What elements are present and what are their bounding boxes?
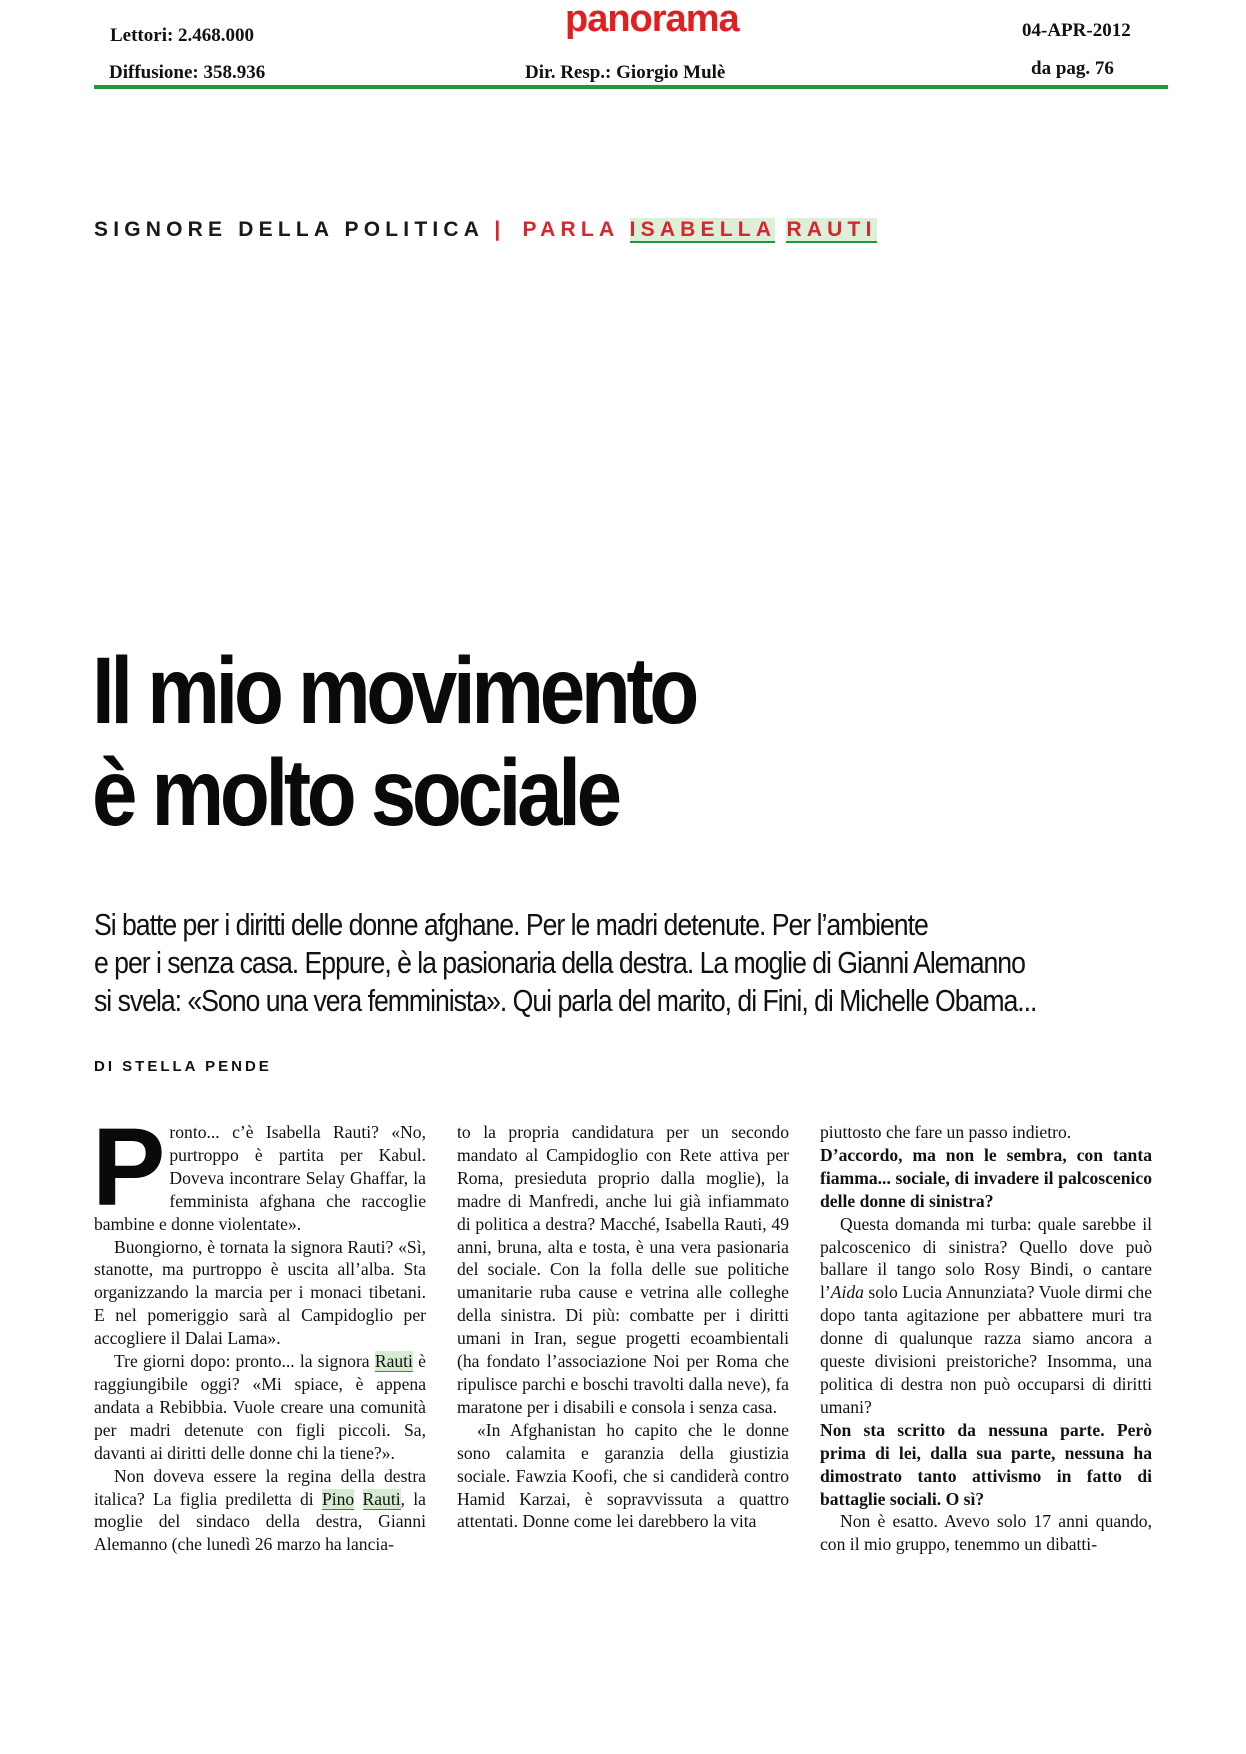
paragraph-text: Questa domanda mi turba: quale sarebbe il palcoscenico di sinistra? Quello dove può ballare il tango solo Rosy Bindi, o cantare l’ [820,1213,1152,1303]
page-reference: da pag. 76 [1031,58,1114,79]
body-column-1 [92,1106,426,1556]
paragraph-text: solo Lucia Annunziata? Vuole dirmi che dopo tanta agitazione per abbattere muri tra donne di qualunque razza siamo ancora a queste divisioni preistoriche? Insomma, una politica di destra non può occuparsi di diritti umani? [820,1282,1152,1417]
kicker-parla: PARLA [522,218,619,241]
paragraph [94,1465,426,1557]
italic-title: Aida [830,1282,864,1303]
highlighted-name: Rauti [362,1488,401,1509]
article-headline [92,640,695,844]
article-standfirst [94,906,1036,1020]
paragraph-text: , la moglie del sindaco della destra, Gianni Alemanno (che lunedì 26 marzo ha lancia- [94,1488,426,1555]
highlighted-name: Pino [321,1488,355,1509]
kicker-last-name: RAUTI [786,218,877,241]
kicker-separator: | [494,218,506,241]
issue-date: 04-APR-2012 [1022,20,1131,41]
standfirst-line-2: e per i senza casa. Eppure, è la pasionaria della destra. La moglie di Gianni Alemanno [94,945,1025,980]
article-byline: DI STELLA PENDE [94,1058,272,1075]
standfirst-line-3: si svela: «Sono una vera femminista». Qui parla del marito, di Fini, di Michelle Obama... [94,983,1037,1018]
circulation-count: Diffusione: 358.936 [109,62,266,83]
body-column-3 [820,1121,1152,1556]
drop-cap: P [92,1106,166,1229]
interview-question: Non sta scritto da nessuna parte. Però prima di lei, dalla sua parte, nessuna ha dimostrato tanto attivismo in fatto di battaglie sociali. O sì? [820,1419,1152,1509]
headline-line-2: è molto sociale [92,740,618,846]
director-credit: Dir. Resp.: Giorgio Mulè [525,62,726,83]
header-divider [94,85,1168,89]
kicker-first-name: ISABELLA [629,218,776,241]
section-kicker [94,217,877,243]
kicker-section: SIGNORE DELLA POLITICA [94,218,484,241]
standfirst-line-1: Si batte per i diritti delle donne afghane. Per le madri detenute. Per l’ambiente [94,907,928,942]
paragraph-text: Tre giorni dopo: pronto... la signora [114,1351,375,1372]
paragraph [92,1106,426,1236]
paragraph: Buongiorno, è tornata la signora Rauti? «Sì, stanotte, ma purtroppo è uscita all’alba. Sta organizzando la marcia per i monaci tibetani. E nel pomeriggio sarà al Campidoglio per accogliere il Dalai Lama». [94,1236,426,1349]
interview-question: D’accordo, ma non le sembra, con tanta fiamma... sociale, di invadere il palcoscenico delle donne di sinistra? [820,1144,1152,1211]
paragraph: piuttosto che fare un passo indietro. [820,1122,1072,1142]
headline-line-1: Il mio movimento [92,638,696,744]
paragraph-text: ronto... c’è Isabella Rauti? «No, purtroppo è partita per Kabul. Doveva incontrare Selay Ghaffar, la femminista afghana che raccoglie bambine e donne violentate». [94,1122,426,1234]
paragraph [820,1213,1152,1419]
highlighted-name: Rauti [374,1351,413,1372]
paragraph-text: Non doveva essere la regina della destra italica? La figlia prediletta di [94,1465,426,1509]
publication-logo: panorama [565,0,739,40]
paragraph-text: è raggiungibile oggi? «Mi spiace, è appena andata a Rebibbia. Vuole creare una comunità per madri detenute con figli piccoli. Sa, davanti ai diritti delle donne chi la tiene?». [94,1351,426,1463]
readers-count: Lettori: 2.468.000 [110,25,255,46]
paragraph: «In Afghanistan ho capito che le donne sono calamita e garanzia della giustizia sociale. Fawzia Koofi, che si candiderà contro Hamid Karzai, è sopravvissuta a quattro attentati. Donne come lei darebbero la vita [457,1419,789,1532]
paragraph [94,1350,426,1465]
paragraph: Non è esatto. Avevo solo 17 anni quando, con il mio gruppo, tenemmo un dibatti- [820,1511,1152,1555]
paragraph: to la propria candidatura per un secondo mandato al Campidoglio con Rete attiva per Roma, presieduta proprio dalla moglie), la madre di Manfredi, anche lui già infiammato di politica a destra? Macché, Isabella Rauti, 49 anni, bruna, alta e tosta, è una vera pasionaria del sociale. Con la folla delle sue politiche umanitarie ruba cause e vetrina alle colleghe della sinistra. Di più: combatte per i diritti umani in Iran, segue progetti ecoambientali (ha fondato l’associazione Noi per Roma che ripulisce parchi e boschi travolti dalla neve), fa maratone per i disabili e consola i senza casa. [457,1122,789,1417]
body-column-2 [457,1121,789,1533]
